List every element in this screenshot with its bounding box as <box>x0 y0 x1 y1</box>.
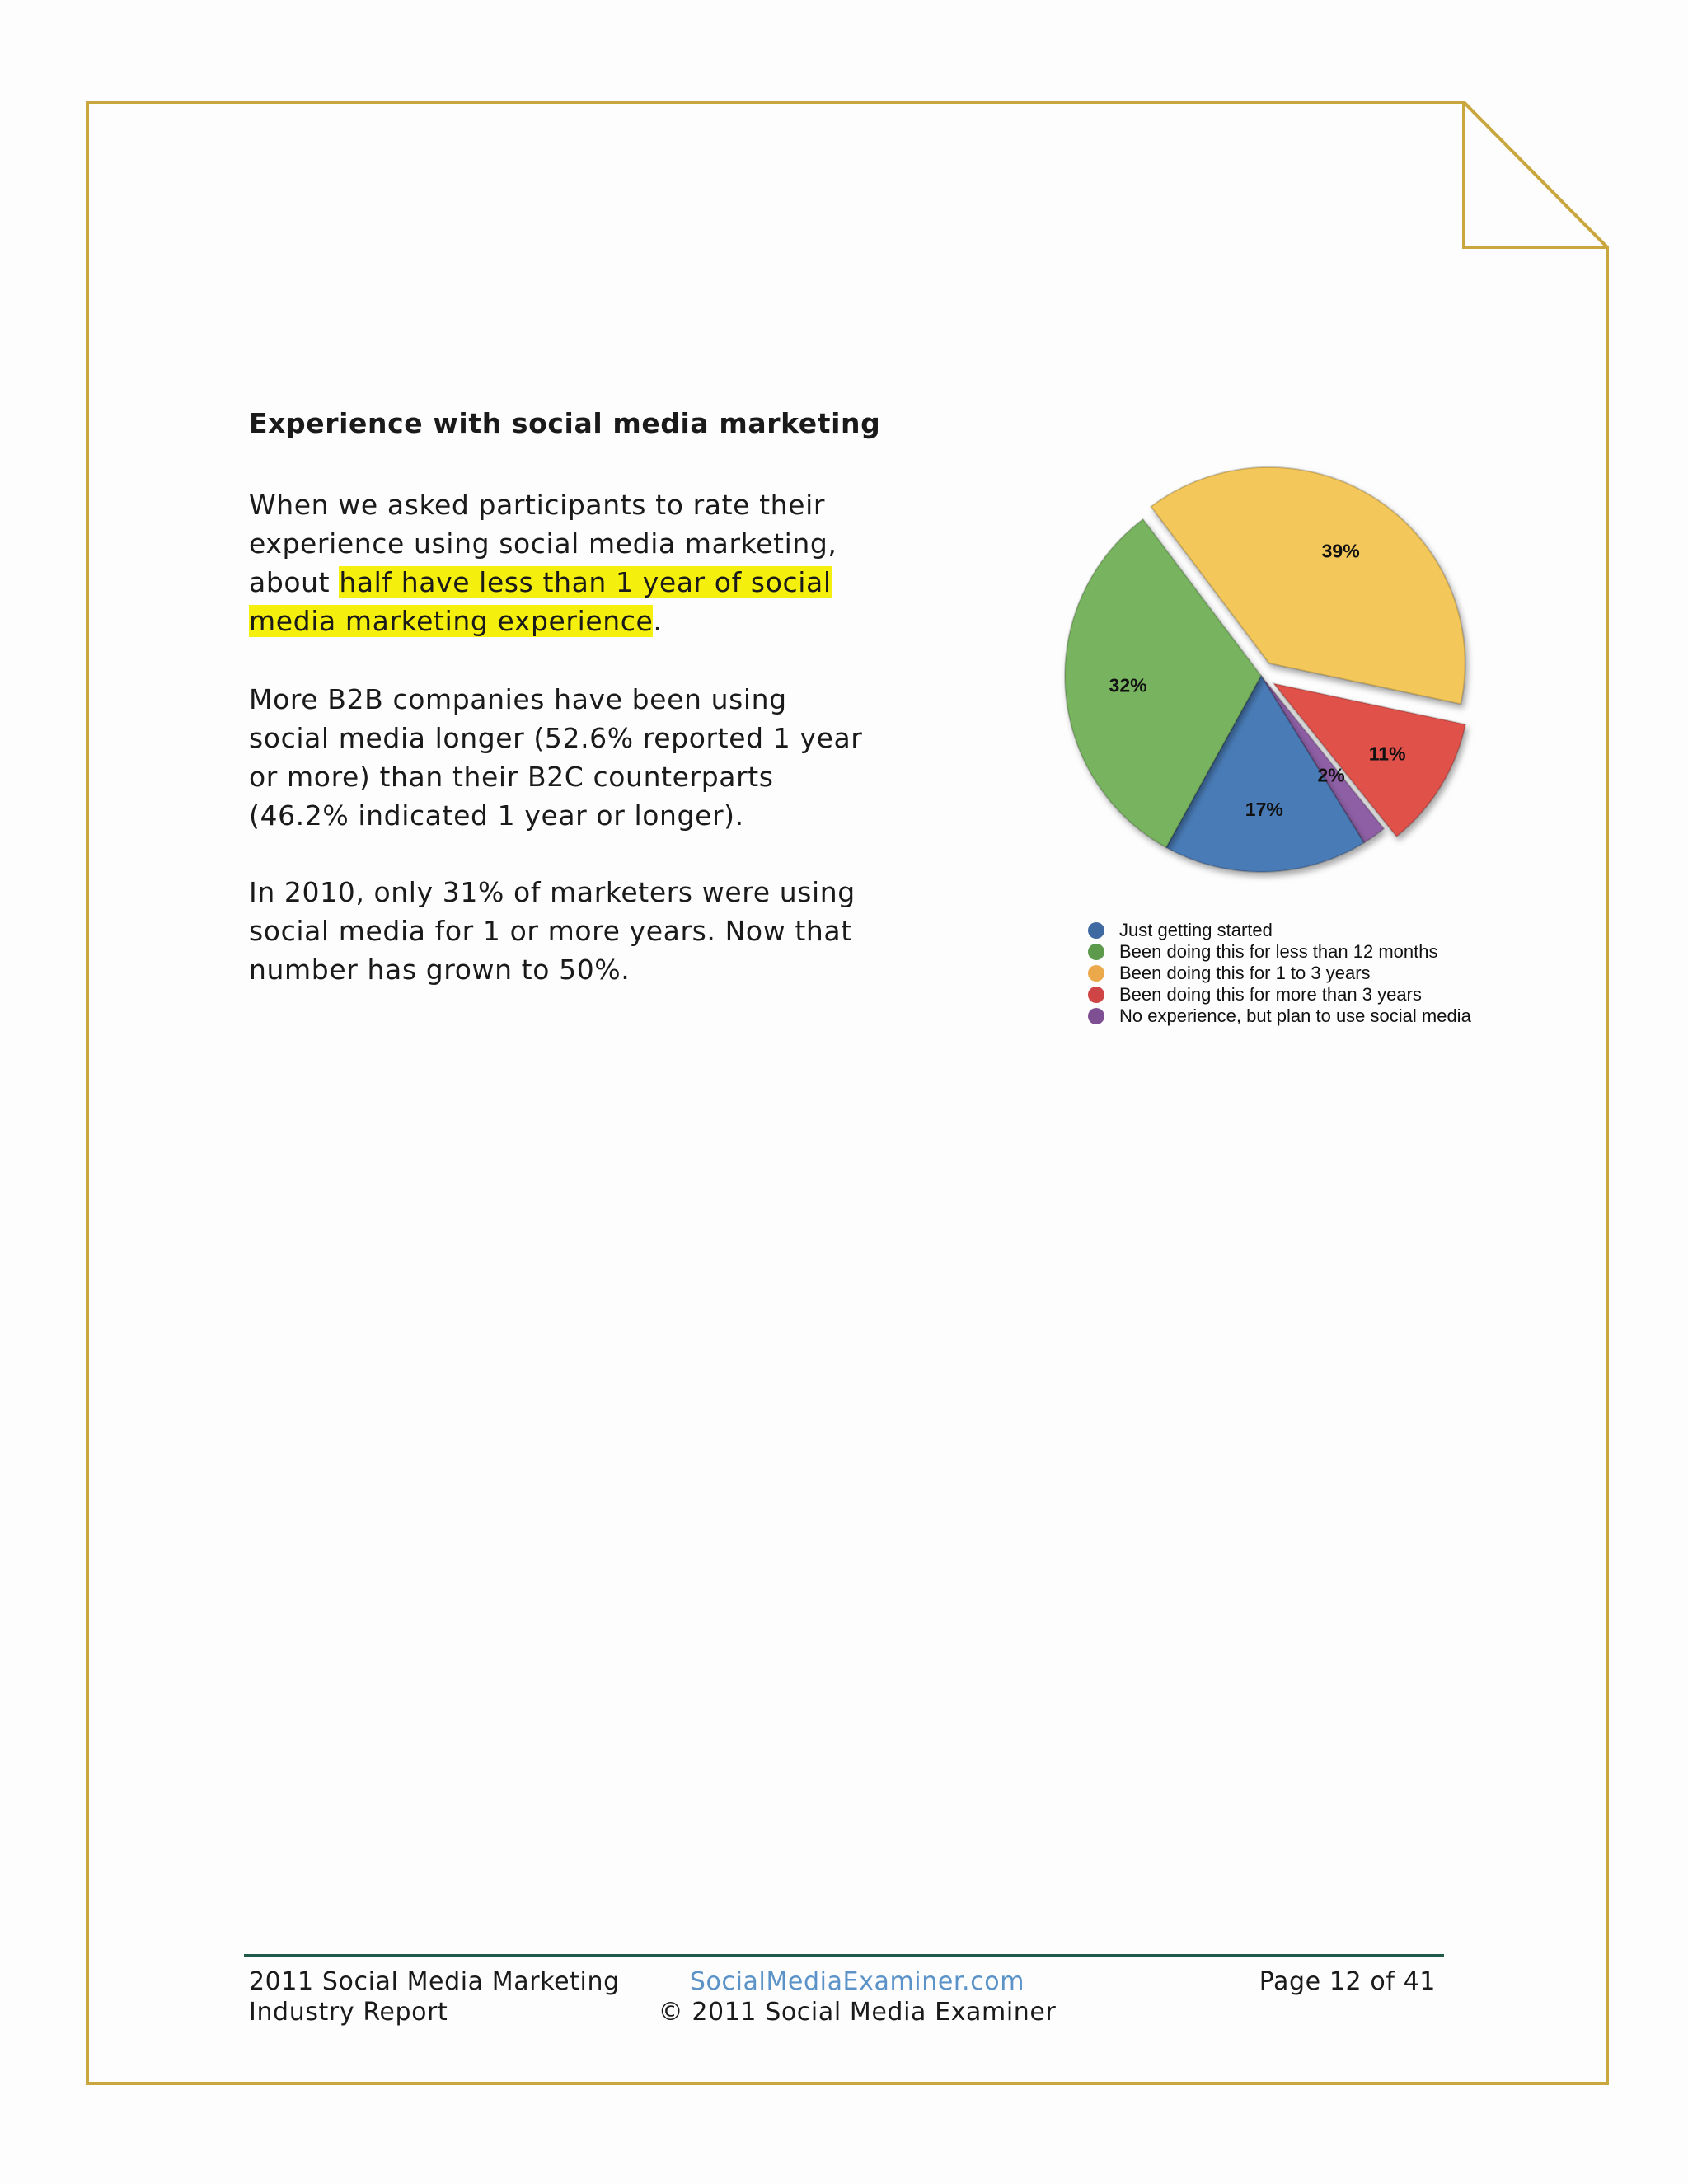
highlighted-text: half have less than 1 year of social media marketing experience <box>249 566 832 637</box>
legend-label: Been doing this for less than 12 months <box>1119 941 1438 962</box>
legend-label: Been doing this for 1 to 3 years <box>1119 963 1371 983</box>
pie-chart <box>1022 429 1517 890</box>
pie-value-label: 39% <box>1321 540 1360 562</box>
legend-swatch <box>1088 1008 1104 1024</box>
footer-website-link[interactable]: SocialMediaExaminer.com <box>689 1967 1025 1996</box>
page-border <box>87 102 1607 2083</box>
legend-swatch <box>1088 944 1104 960</box>
chart-legend <box>1088 920 1471 1027</box>
legend-label: No experience, but plan to use social media <box>1119 1005 1471 1026</box>
pie-value-label: 17% <box>1245 798 1283 820</box>
footer-rule <box>244 1954 1444 1957</box>
legend-swatch <box>1088 965 1104 982</box>
legend-swatch <box>1088 987 1104 1003</box>
footer-center <box>626 1966 1088 2027</box>
legend-item <box>1088 941 1471 963</box>
footer-report-line1: 2011 Social Media Marketing <box>249 1967 620 1996</box>
section-heading: Experience with social media marketing <box>249 407 881 439</box>
paragraph-text: When we asked participants to rate their experience using social media marketing, about <box>249 489 837 598</box>
paragraph-experience <box>249 485 875 640</box>
paragraph-text: . <box>653 605 663 637</box>
legend-label: Just getting started <box>1119 920 1273 940</box>
pie-value-label: 32% <box>1109 674 1147 696</box>
pie-value-label: 11% <box>1368 743 1406 765</box>
legend-item <box>1088 920 1471 941</box>
legend-item <box>1088 963 1471 984</box>
legend-item <box>1088 984 1471 1005</box>
footer-report-title <box>249 1966 620 2027</box>
paragraph-b2b: More B2B companies have been using social media longer (52.6% reported 1 year or more) than their B2C counterparts (46.2% indicated 1 year or longer). <box>249 683 863 832</box>
footer-copyright: © 2011 Social Media Examiner <box>658 1998 1057 2027</box>
legend-swatch <box>1088 922 1104 939</box>
legend-item <box>1088 1005 1471 1027</box>
legend-label: Been doing this for more than 3 years <box>1119 984 1422 1005</box>
paragraph-2010: In 2010, only 31% of marketers were using social media for 1 or more years. Now that number has grown to 50%. <box>249 876 856 986</box>
footer-page-number: Page 12 of 41 <box>1259 1967 1436 1996</box>
footer-report-line2: Industry Report <box>249 1998 448 2027</box>
pie-value-label: 2% <box>1317 764 1345 786</box>
